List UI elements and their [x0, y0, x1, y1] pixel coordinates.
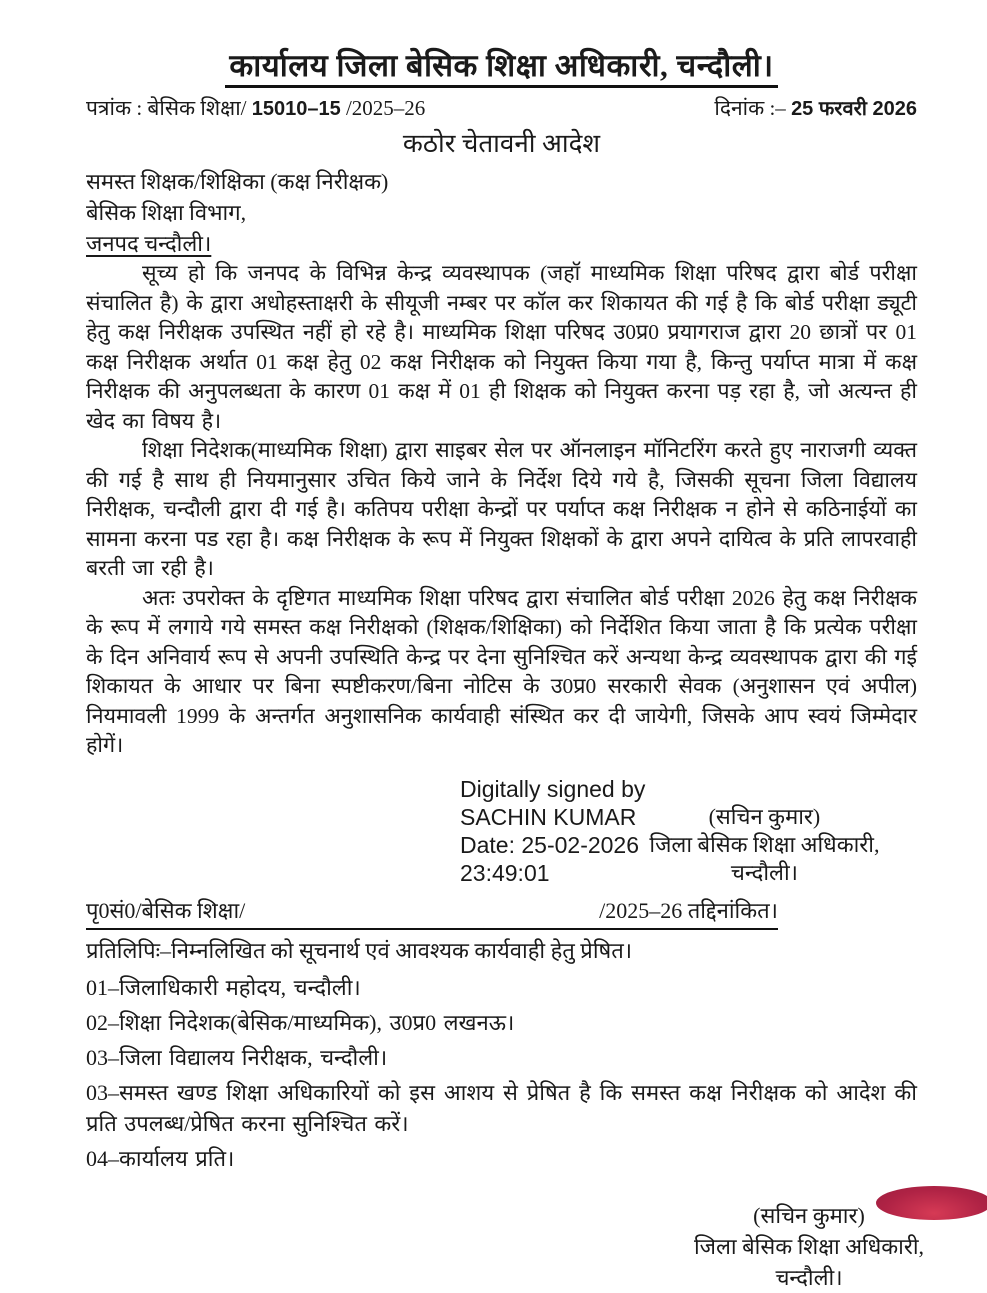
footer-signatory-name: (सचिन कुमार) — [753, 1202, 865, 1228]
signatory-name: (सचिन कुमार) — [708, 803, 821, 829]
letter-number — [86, 94, 425, 122]
addressee-line-2: बेसिक शिक्षा विभाग, — [86, 200, 247, 225]
digital-signature-line-1: Digitally signed by — [460, 775, 646, 802]
digital-signature-time: 23:49:01 — [460, 859, 550, 886]
office-title-text: कार्यालय जिला बेसिक शिक्षा अधिकारी, चन्दौली। — [225, 48, 777, 88]
copy-item-1: 01–जिलाधिकारी महोदय, चन्दौली। — [86, 974, 361, 1000]
digital-signature-line-2: SACHIN KUMAR — [460, 803, 637, 830]
letter-date — [714, 94, 917, 122]
endorsement-reference-line — [86, 895, 778, 930]
letter-number-year: /2025–26 — [345, 96, 426, 120]
digital-signature-stamp — [460, 775, 645, 887]
addressee-line-1: समस्त शिक्षक/शिक्षिका (कक्ष निरीक्षक) — [86, 169, 389, 194]
signatory-details — [649, 775, 879, 887]
addressee-line-3 — [86, 228, 917, 259]
signatory-designation: जिला बेसिक शिक्षा अधिकारी, — [649, 831, 880, 857]
endorsement-ref-blank — [245, 895, 599, 925]
signatory-place: चन्दौली। — [730, 859, 798, 885]
footer-signatory-place: चन्दौली। — [775, 1264, 843, 1290]
body-paragraph-2: शिक्षा निदेशक(माध्यमिक शिक्षा) द्वारा साइबर सेल पर ऑनलाइन मॉनिटरिंग करते हुए नाराजगी व्यक्त की गई है साथ ही नियमानुसार उचित किये जाने के निर्देश दिये गये है, जिसकी सूचना जिला विद्यालय निरीक्षक, चन्दौली द्वारा दी गई है। कतिपय परीक्षा केन्द्रों पर पर्याप्त कक्ष निरीक्षक न होने से कठिनाईयों का सामना करना पड रहा है। कक्ष निरीक्षक के रूप में नियुक्त शिक्षकों के द्वारा अपने दायित्व के प्रति लापरवाही बरती जा रही है। — [86, 438, 917, 580]
body-paragraph-1: सूच्य हो कि जनपद के विभिन्न केन्द्र व्यवस्थापक (जहॉ माध्यमिक शिक्षा परिषद द्वारा बोर्ड परीक्षा संचालित है) के द्वारा अधोहस्ताक्षरी के सीयूजी नम्बर पर कॉल कर शिकायत की गई है कि बोर्ड परीक्षा ड्यूटी हेतु कक्ष निरीक्षक उपस्थित नहीं हो रहे है। माध्यमिक शिक्षा परिषद उ0प्र0 प्रयागराज द्वारा 20 छात्रों पर 01 कक्ष निरीक्षक अर्थात 01 कक्ष हेतु 02 कक्ष निरीक्षक को नियुक्त किया गया है, किन्तु पर्याप्त मात्रा में कक्ष निरीक्षक की अनुपलब्धता के कारण 01 कक्ष में 01 ही शिक्षक को नियुक्त करना पड़ रहा है, जो अत्यन्त ही खेद का विषय है। — [86, 261, 917, 433]
footer-signatory-designation: जिला बेसिक शिक्षा अधिकारी, — [693, 1233, 925, 1259]
letter-date-label: दिनांक :– — [714, 96, 786, 120]
reference-row — [86, 94, 917, 122]
body-paragraph-3: अतः उपरोक्त के दृष्टिगत माध्यमिक शिक्षा परिषद द्वारा संचालित बोर्ड परीक्षा 2026 हेतु कक्ष निरीक्षक के रूप में लगाये गये समस्त कक्ष निरीक्षको (शिक्षक/शिक्षिका) को निर्देशित किया जाता है कि प्रत्येक परीक्षा के दिन अनिवार्य रूप से अपनी उपस्थिति केन्द्र पर देना सुनिश्चित करें अन्यथा केन्द्र व्यवस्थापक द्वारा की गई शिकायत के आधार पर बिना स्पष्टीकरण/बिना नोटिस के उ0प्र0 सरकारी सेवक (अनुशासन एवं अपील) नियमावली 1999 के अन्तर्गत अनुशासनिक कार्यवाही संस्थित कर दी जायेगी, जिसके आप स्वयं जिम्मेदार होगें। — [86, 585, 918, 757]
addressee-district: जनपद चन्दौली। — [86, 231, 212, 256]
signature-block — [460, 775, 917, 887]
endorsement-ref-prefix: पृ0सं0/बेसिक शिक्षा/ — [86, 897, 246, 923]
copy-item-3: 03–जिला विद्यालय निरीक्षक, चन्दौली। — [86, 1044, 388, 1070]
copy-to-heading: प्रतिलिपिः–निम्नलिखित को सूचनार्थ एवं आवश्यक कार्यवाही हेतु प्रेषित। — [86, 937, 633, 963]
letter-date-value: 25 फरवरी 2026 — [791, 98, 917, 120]
red-seal-mark — [876, 1186, 987, 1220]
subject-title: कठोर चेतावनी आदेश — [402, 129, 601, 158]
endorsement-ref-suffix: /2025–26 तद्दिनांकित। — [599, 897, 778, 923]
copy-item-4: 03–समस्त खण्ड शिक्षा अधिकारियों को इस आशय से प्रेषित है कि समस्त कक्ष निरीक्षक को आदेश की प्रति उपलब्ध/प्रेषित करना सुनिश्चित करें। — [86, 1079, 917, 1136]
letter-number-value: 15010–15 — [251, 98, 341, 120]
copy-item-5: 04–कार्यालय प्रति। — [86, 1145, 235, 1171]
letter-number-label: पत्रांक : बेसिक शिक्षा/ — [86, 96, 247, 120]
digital-signature-date: Date: 25-02-2026 — [460, 831, 640, 858]
office-title — [86, 44, 917, 86]
copy-item-2: 02–शिक्षा निदेशक(बेसिक/माध्यमिक), उ0प्र0 लखनऊ। — [86, 1009, 515, 1035]
